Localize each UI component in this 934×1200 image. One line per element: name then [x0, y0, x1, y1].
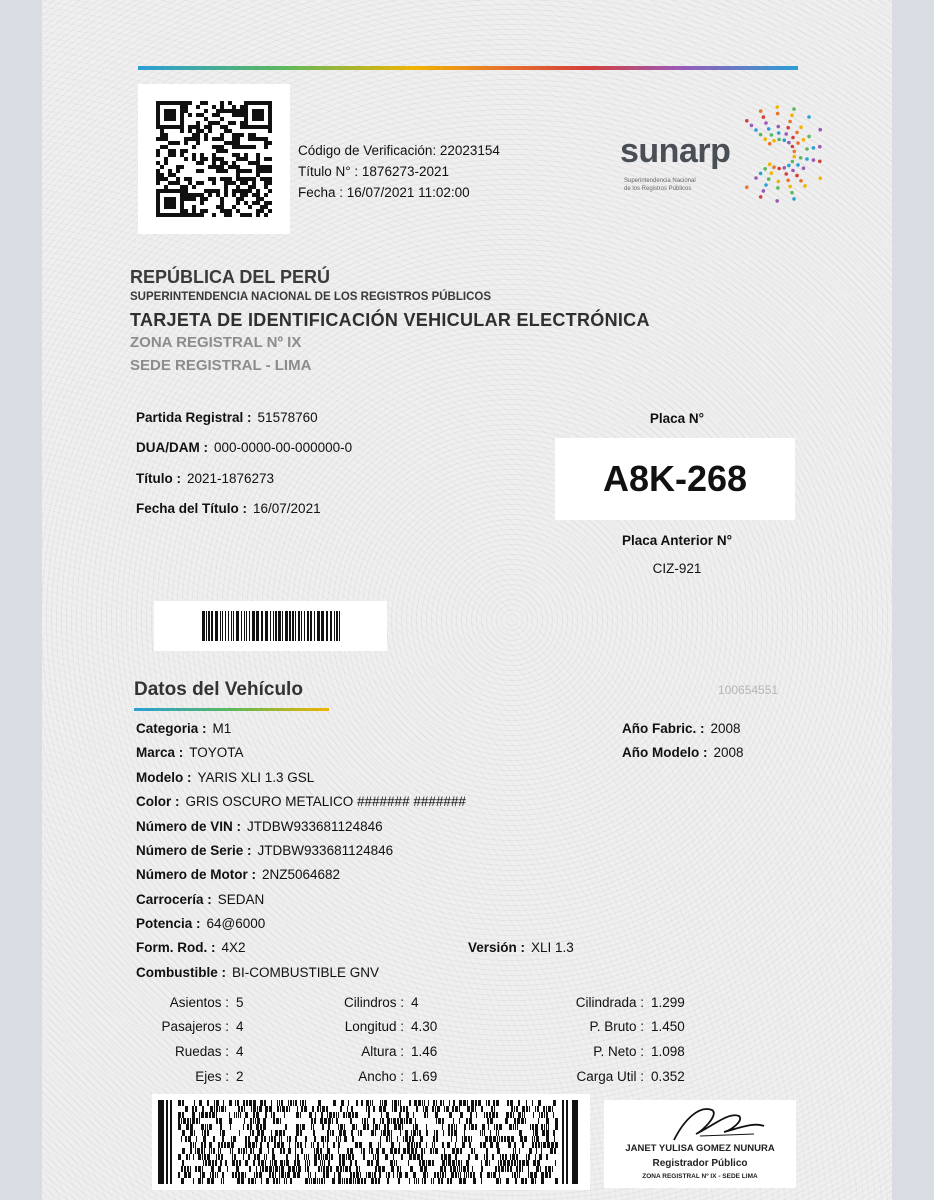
anio-modelo-row	[622, 745, 744, 760]
fecha-titulo-row	[136, 501, 321, 516]
top-color-stripe	[138, 66, 798, 70]
titulo-label: Título :	[136, 471, 181, 486]
dua-row	[136, 440, 352, 455]
potencia-label: Potencia :	[136, 916, 201, 931]
modelo-row	[136, 770, 314, 785]
anio-modelo-label: Año Modelo :	[622, 745, 708, 760]
partida-row	[136, 410, 318, 425]
asientos-label: Asientos :	[169, 995, 229, 1010]
verification-block	[298, 140, 500, 203]
document-code: 100654551	[718, 683, 779, 697]
anio-fabric-row	[622, 721, 741, 736]
vin-value: JTDBW933681124846	[247, 819, 383, 834]
fecha-titulo-label: Fecha del Título :	[136, 501, 248, 516]
registry-zone: ZONA REGISTRAL Nº IX	[130, 334, 302, 351]
signatory-role: Registrador Público	[652, 1158, 748, 1169]
registry-sede: SEDE REGISTRAL - LIMA	[130, 357, 312, 374]
version-value: XLI 1.3	[531, 940, 574, 955]
document-page	[42, 0, 892, 1200]
fecha-titulo-value: 16/07/2021	[253, 501, 321, 516]
color-row	[136, 794, 466, 809]
motor-label: Número de Motor :	[136, 867, 256, 882]
pdf417-barcode	[152, 1094, 590, 1190]
serie-label: Número de Serie :	[136, 843, 252, 858]
handwritten-signature	[604, 1100, 796, 1148]
anio-fabric-label: Año Fabric. :	[622, 721, 705, 736]
vehicle-section-title: Datos del Vehículo	[134, 679, 303, 700]
carga-util-label: Carga Util :	[576, 1069, 644, 1084]
barcode	[154, 601, 387, 651]
vin-label: Número de VIN :	[136, 819, 242, 834]
combustible-label: Combustible :	[136, 965, 226, 980]
section-underline	[134, 708, 329, 711]
potencia-row	[136, 916, 265, 931]
titulo-value: 2021-1876273	[186, 471, 275, 486]
longitud-value: 4.30	[411, 1019, 438, 1034]
combustible-value: BI-COMBUSTIBLE GNV	[232, 965, 380, 980]
ancho-label: Ancho :	[358, 1069, 404, 1084]
color-value: GRIS OSCURO METALICO ####### #######	[185, 794, 466, 809]
carroceria-value: SEDAN	[217, 892, 265, 907]
ancho-value: 1.69	[411, 1069, 438, 1084]
formrod-value: 4X2	[221, 940, 246, 955]
pbruto-label: P. Bruto :	[589, 1019, 644, 1034]
dua-label: DUA/DAM :	[136, 440, 208, 455]
pneto-label: P. Neto :	[593, 1044, 644, 1059]
ejes-label: Ejes :	[195, 1069, 229, 1084]
verification-code: Código de Verificación: 22023154	[298, 143, 500, 158]
anio-modelo-value: 2008	[713, 745, 744, 760]
ejes-value: 2	[236, 1069, 244, 1084]
asientos-value: 5	[236, 995, 244, 1010]
marca-row	[136, 745, 244, 760]
carga-util-value: 0.352	[651, 1069, 685, 1084]
pasajeros-value: 4	[236, 1019, 244, 1034]
signatory-zone: ZONA REGISTRAL Nº IX - SEDE LIMA	[642, 1173, 758, 1180]
previous-plate-label: Placa Anterior N°	[622, 533, 732, 548]
plate-number: A8K-268	[602, 458, 748, 499]
agency-heading: SUPERINTENDENCIA NACIONAL DE LOS REGISTROS PÚBLICOS	[130, 291, 492, 303]
serie-row	[136, 843, 393, 858]
logo-wordmark: sunarp	[620, 132, 731, 170]
color-label: Color :	[136, 794, 180, 809]
pbruto-value: 1.450	[651, 1019, 685, 1034]
modelo-label: Modelo :	[136, 770, 192, 785]
carroceria-row	[136, 892, 264, 907]
altura-value: 1.46	[411, 1044, 438, 1059]
vin-row	[136, 819, 383, 834]
potencia-value: 64@6000	[206, 916, 266, 931]
plate-box	[555, 438, 795, 520]
formrod-row	[136, 940, 246, 955]
ruedas-value: 4	[236, 1044, 244, 1059]
republic-heading: REPÚBLICA DEL PERÚ	[130, 267, 331, 287]
version-label: Versión :	[468, 940, 526, 955]
cilindrada-label: Cilindrada :	[575, 995, 644, 1010]
partida-value: 51578760	[257, 410, 318, 425]
dua-value: 000-0000-00-000000-0	[214, 440, 353, 455]
altura-label: Altura :	[361, 1044, 404, 1059]
formrod-label: Form. Rod. :	[136, 940, 216, 955]
verification-title-number: Título N° : 1876273-2021	[298, 164, 449, 179]
carroceria-label: Carrocería :	[136, 892, 212, 907]
verification-date: Fecha : 16/07/2021 11:02:00	[298, 185, 470, 200]
titulo-row	[136, 471, 274, 486]
motor-row	[136, 867, 340, 882]
qr-code	[138, 84, 290, 234]
sunarp-logo	[612, 98, 822, 208]
serie-value: JTDBW933681124846	[257, 843, 394, 858]
version-row	[468, 940, 574, 955]
ruedas-label: Ruedas :	[174, 1044, 229, 1059]
plate-label: Placa N°	[649, 411, 705, 426]
cilindros-label: Cilindros :	[343, 995, 404, 1010]
combustible-row	[136, 965, 379, 980]
categoria-row	[136, 721, 231, 736]
logo-subtitle-1: Superintendencia Nacional	[624, 178, 696, 184]
cilindrada-value: 1.299	[651, 995, 685, 1010]
modelo-value: YARIS XLI 1.3 GSL	[197, 770, 315, 785]
document-title: TARJETA DE IDENTIFICACIÓN VEHICULAR ELECTRÓNICA	[130, 310, 650, 330]
signatory-name: JANET YULISA GOMEZ NUNURA	[625, 1143, 775, 1154]
categoria-value: M1	[212, 721, 232, 736]
marca-label: Marca :	[136, 745, 184, 760]
previous-plate-number: CIZ-921	[652, 561, 702, 576]
anio-fabric-value: 2008	[710, 721, 741, 736]
longitud-label: Longitud :	[344, 1019, 404, 1034]
partida-label: Partida Registral :	[136, 410, 252, 425]
cilindros-value: 4	[411, 995, 419, 1010]
categoria-label: Categoria :	[136, 721, 207, 736]
motor-value: 2NZ5064682	[262, 867, 341, 882]
logo-subtitle-2: de los Registros Públicos	[624, 186, 692, 192]
marca-value: TOYOTA	[189, 745, 244, 760]
pasajeros-label: Pasajeros :	[161, 1019, 229, 1034]
pneto-value: 1.098	[651, 1044, 685, 1059]
